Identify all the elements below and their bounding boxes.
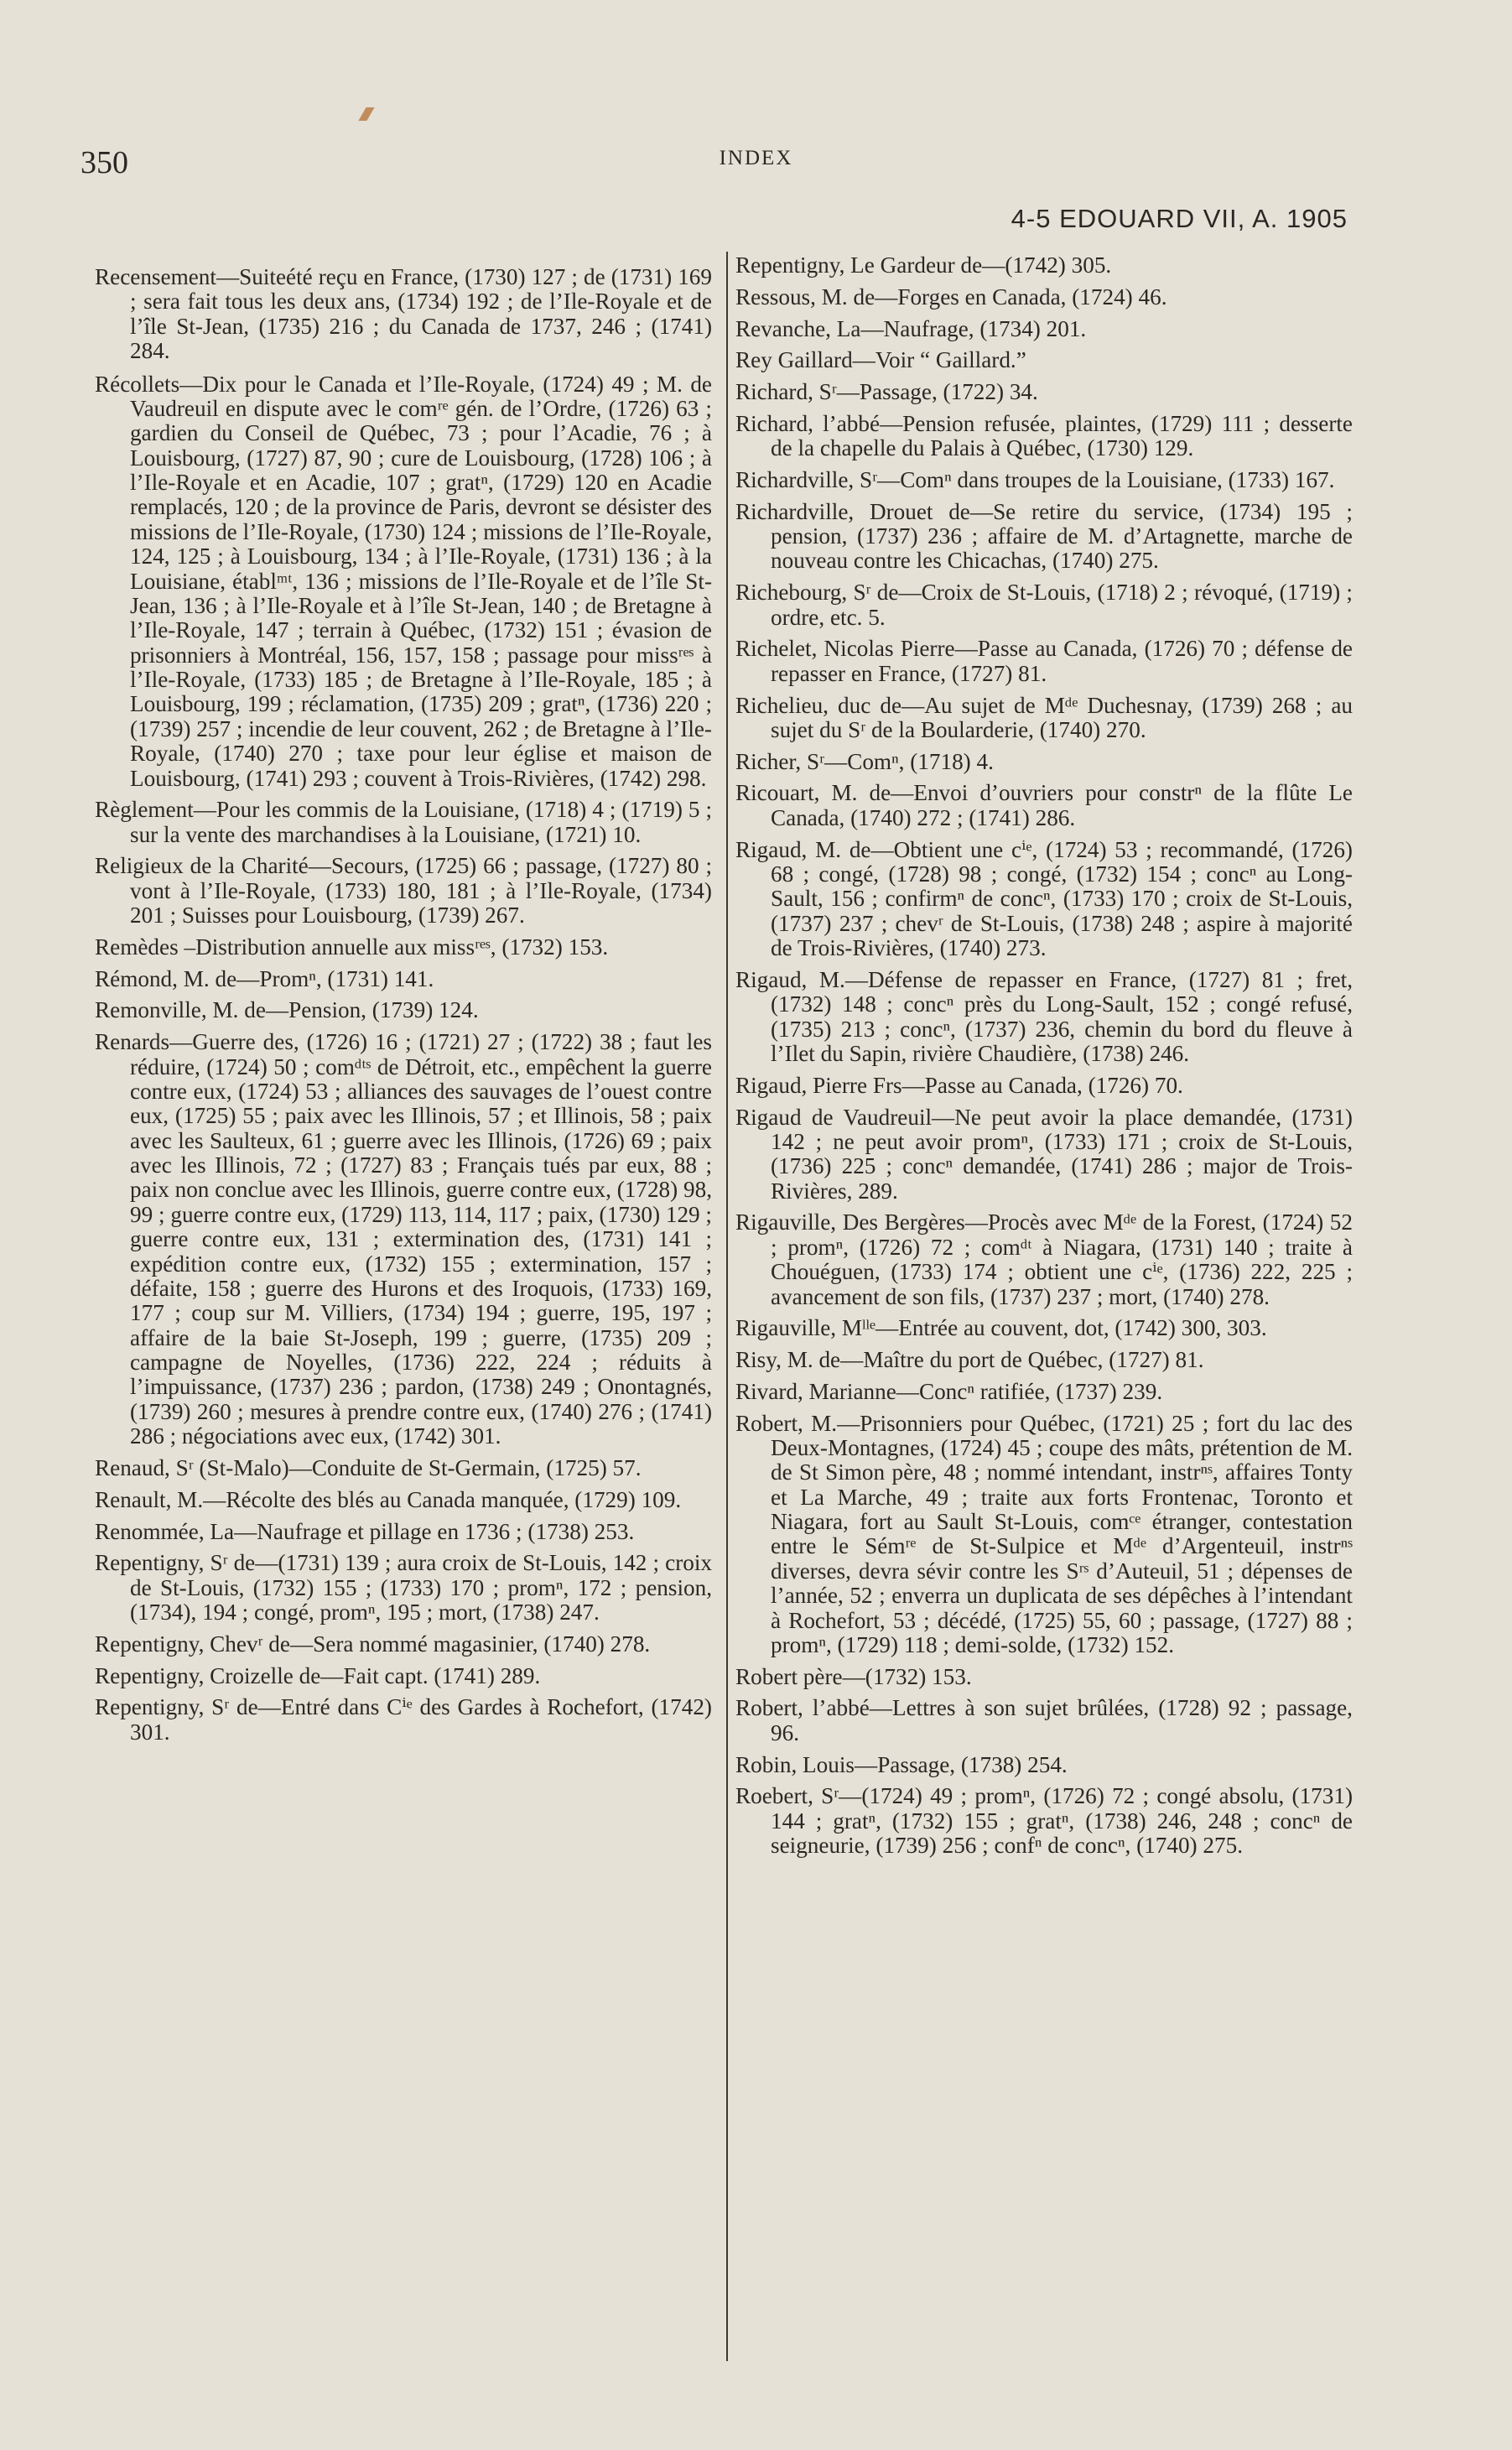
index-entry xyxy=(735,781,1353,830)
entry-head: Recensement—Suite xyxy=(95,264,287,289)
right-column xyxy=(735,253,1353,1865)
entry-text: —Passage, (1738) 254. xyxy=(855,1751,1068,1777)
entry-head: Repentigny, Sʳ de xyxy=(95,1694,258,1720)
entry-head: Rémond, M. de xyxy=(95,965,237,991)
entry-head: Repentigny, Le Gardeur de xyxy=(735,252,983,278)
entry-head: Robert père xyxy=(735,1663,843,1689)
entry-text: —Procès avec Mᵈᵉ de la Forest, (1724) 52 ; promⁿ, (1726) 72 ; comᵈᵗ à Niagara, (1731) 140 ; traite à Chouéguen, (1733) 174 ; obtient une cⁱᵉ, (1736) 222, 225 ; avancement de son fils, (1737) 237 ; mort, (1740) 278. xyxy=(771,1209,1353,1309)
entry-text: —Prisonniers pour Québec, (1721) 25 ; fort du lac des Deux-Montagnes, (1724) 45 ; coupe des mâts, prétention de M. de St Simon père, 48 ; nommé intendant, instrⁿˢ, affaires Tonty et La Marche, 49 ; traite aux forts Frontenac, Toronto et Niagara, fort au Sault St-Louis, comᶜᵉ étranger, contestation entre le Sémʳᵉ de St-Sulpice et Mᵈᵉ d’Argenteuil, instrⁿˢ diverses, devra sévir contre les Sʳˢ d’Auteuil, 51 ; dépenses de l’année, 52 ; enverra un duplicata de ses dépêches à l’intendant à Rochefort, 53 ; décédé, (1725) 55, 60 ; passage, (1727) 88 ; promⁿ, (1729) 118 ; demi-solde, (1732) 152. xyxy=(771,1410,1353,1657)
entry-text: —Entrée au couvent, dot, (1742) 300, 303. xyxy=(876,1315,1267,1341)
index-entry xyxy=(95,998,712,1022)
entry-text: —Promⁿ, (1731) 141. xyxy=(236,965,434,991)
entry-text: —Au sujet de Mᵈᵉ Duchesnay, (1739) 268 ; au sujet du Sʳ de la Boularderie, (1740) 270. xyxy=(771,692,1353,742)
entry-text: —Passe au Canada, (1726) 70. xyxy=(901,1072,1183,1098)
index-entry xyxy=(735,500,1353,574)
entry-head: Renards xyxy=(95,1029,170,1055)
entry-head: Rigaud, Pierre Frs xyxy=(735,1072,902,1098)
entry-head: Rivard, Marianne xyxy=(735,1378,896,1404)
entry-text: —Passe au Canada, (1726) 70 ; défense de repasser en France, (1727) 81. xyxy=(771,636,1353,686)
entry-head: Richard, Sʳ xyxy=(735,379,837,405)
entry-head: Richelieu, duc de xyxy=(735,692,902,718)
entry-text: —Pour les commis de la Louisiane, (1718) 4 ; (1719) 5 ; sur la vente des marchandises à la Louisiane, (1721) 10. xyxy=(130,797,712,847)
entry-head: Religieux de la Charité xyxy=(95,853,309,879)
entry-head: Rigauville, Mˡˡᵉ xyxy=(735,1315,876,1341)
index-entry xyxy=(735,750,1353,774)
entry-text: —(1724) 49 ; promⁿ, (1726) 72 ; congé absolu, (1731) 144 ; gratⁿ, (1732) 155 ; gratⁿ, (1738) 246, 248 ; concⁿ de seigneurie, (1739) 256 ; confⁿ de concⁿ, (1740) 275. xyxy=(771,1783,1354,1859)
entry-head: Robert, l’abbé xyxy=(735,1695,870,1721)
entry-head: Risy, M. de xyxy=(735,1347,841,1373)
entry-text: —Comⁿ dans troupes de la Louisiane, (1733) 167. xyxy=(877,466,1335,492)
entry-head: Richebourg, Sʳ de xyxy=(735,580,899,606)
entry-text: —(1742) 305. xyxy=(982,252,1112,278)
entry-text: —Ne peut avoir la place demandée, (1731) 142 ; ne peut avoir promⁿ, (1733) 171 ; croix de St-Louis, (1736) 225 ; concⁿ demandée, (1741) 286 ; major de Trois-Rivières, 289. xyxy=(771,1104,1353,1204)
index-entry xyxy=(735,580,1353,630)
index-entry xyxy=(735,1210,1353,1309)
entry-head: Richardville, Sʳ xyxy=(735,466,878,492)
entry-head: Richelet, Nicolas Pierre xyxy=(735,636,955,662)
entry-head: Richardville, Drouet de xyxy=(735,498,970,524)
index-entry xyxy=(735,637,1353,686)
index-entry xyxy=(95,1456,712,1480)
entry-text: —Forges en Canada, (1724) 46. xyxy=(875,283,1167,310)
entry-text: —Pension, (1739) 124. xyxy=(265,997,479,1023)
entry-text: —Dix pour le Canada et l’Ile-Royale, (1724) 49 ; M. de Vaudreuil en dispute avec le comʳᵉ gén. de l’Ordre, (1726) 63 ; gardien du Conseil de Québec, 73 ; pour l’Acadie, 76 ; à Louisbourg, (1727) 87, 90 ; cure de Louisbourg, (1728) 106 ; à l’Ile-Royale et en Acadie, 107 ; gratⁿ, (1729) 120 en Acadie remplacés, 120 ; de la province de Paris, devront se désister des missions de l’Ile-Royale, (1730) 124 ; missions de l’Ile-Royale, 124, 125 ; à Louisbourg, 134 ; à l’Ile-Royale, (1731) 136 ; à la Louisiane, établᵐᵗ, 136 ; missions de l’Ile-Royale et de l’île St-Jean, 136 ; à l’Ile-Royale et à l’île St-Jean, 140 ; de Bretagne à l’Ile-Royale, 147 ; terrain à Québec, (1732) 151 ; évasion de prisonniers à Montréal, 156, 157, 158 ; passage pour missʳᵉˢ à l’Ile-Royale, (1733) 185 ; de Bretagne à l’Ile-Royale, 185 ; à Louisbourg, 199 ; réclamation, (1735) 209 ; gratⁿ, (1736) 220 ; (1739) 257 ; incendie de leur couvent, 262 ; de Bretagne à l’Ile-Royale, (1740) 270 ; taxe pour leur église et maison de Louisbourg, (1741) 293 ; couvent à Trois-Rivières, (1742) 298. xyxy=(130,371,712,791)
column-divider xyxy=(726,252,728,2361)
entry-text: —(1732) 153. xyxy=(842,1663,972,1689)
index-entry xyxy=(735,348,1353,372)
index-entry xyxy=(95,265,712,364)
session-heading: 4-5 EDOUARD VII, A. 1905 xyxy=(1011,204,1348,233)
index-entry xyxy=(735,253,1353,278)
entry-head: Renaud, Sʳ (St-Malo) xyxy=(95,1454,289,1480)
index-entry xyxy=(735,1696,1353,1745)
entry-head: Renommée, La xyxy=(95,1518,235,1544)
entry-head: Repentigny, Sʳ de xyxy=(95,1550,256,1576)
entry-text: —Guerre des, (1726) 16 ; (1721) 27 ; (1722) 38 ; faut les réduire, (1724) 50 ; comᵈᵗˢ de Détroit, etc., empêchent la guerre contre eux, (1724) 53 ; alliances des sauvages de l’ouest contre eux, (1725) 55 ; paix avec les Illinois, 57 ; et Illinois, 58 ; paix avec les Saulteux, 61 ; guerre avec les Illinois, (1726) 69 ; paix avec les Illinois, 72 ; (1727) 83 ; Français tués par eux, 88 ; paix non conclue avec les Illinois, guerre contre eux, (1728) 98, 99 ; guerre contre eux, (1729) 113, 114, 117 ; paix, (1730) 129 ; guerre contre eux, 131 ; extermination des, (1731) 141 ; expédition contre eux, (1732) 155 ; extermination, 157 ; défaite, 158 ; guerre des Hurons et des Iroquois, (1733) 169, 177 ; coup sur M. Villiers, (1734) 194 ; guerre, 195, 197 ; affaire de la baie St-Joseph, 199 ; guerre, (1735) 209 ; campagne de Noyelles, (1736) 222, 224 ; réduits à l’impuissance, (1737) 236 ; pardon, (1738) 249 ; Onontagnés, (1739) 260 ; mesures à prendre contre eux, (1740) 276 ; (1741) 286 ; négociations avec eux, (1742) 301. xyxy=(130,1029,712,1449)
entry-head: Richard, l’abbé xyxy=(735,410,881,436)
entry-head: Rigaud de Vaudreuil xyxy=(735,1104,933,1130)
entry-text: —Croix de St-Louis, (1718) 2 ; révoqué, (1719) ; ordre, etc. 5. xyxy=(771,580,1353,630)
index-entry xyxy=(735,285,1353,310)
entry-head: Rigauville, Des Bergères xyxy=(735,1209,965,1235)
entry-head: Remèdes xyxy=(95,934,179,960)
entry-head: Robert, M. xyxy=(735,1410,838,1436)
entry-text: —Obtient une cⁱᵉ, (1724) 53 ; recommandé, (1726) 68 ; congé, (1728) 98 ; congé, (1732) 154 ; concⁿ au Long-Sault, 156 ; confirmⁿ de concⁿ, (1733) 170 ; croix de St-Louis, (1737) 237 ; chevʳ de St-Louis, (1738) 248 ; aspire à majorité de Trois-Rivières, (1740) 273. xyxy=(771,836,1353,961)
entry-head: Règlement xyxy=(95,797,194,823)
entry-text: —Voir “ Gaillard.” xyxy=(852,347,1026,373)
index-entry xyxy=(735,1753,1353,1777)
entry-head: Rey Gaillard xyxy=(735,347,853,373)
entry-text: —Défense de repasser en France, (1727) 81 ; fret, (1732) 148 ; concⁿ près du Long-Sault, 152 ; congé refusé, (1735) 213 ; concⁿ, (1737) 236, chemin du bord du fleuve à l’Ilet du Sapin, rivière Chaudière, (1738) 246. xyxy=(771,966,1353,1066)
entry-text: —Sera nommé magasinier, (1740) 278. xyxy=(289,1631,651,1657)
entry-text: —Fait capt. (1741) 289. xyxy=(320,1662,541,1688)
ink-mark xyxy=(358,107,374,121)
entry-text: —Maître du port de Québec, (1727) 81. xyxy=(840,1347,1204,1373)
index-entry xyxy=(735,1665,1353,1689)
entry-text: —Passage, (1722) 34. xyxy=(836,379,1038,405)
left-column xyxy=(95,265,712,1751)
index-entry xyxy=(95,935,712,960)
index-entry xyxy=(735,1784,1353,1858)
index-entry xyxy=(95,1632,712,1657)
index-entry xyxy=(735,968,1353,1067)
index-entry xyxy=(735,1316,1353,1340)
entry-text: —Secours, (1725) 66 ; passage, (1727) 80 ; vont à l’Ile-Royale, (1733) 180, 181 ; à l’Ile-Royale, (1734) 201 ; Suisses pour Louisbourg, (1739) 267. xyxy=(130,853,713,929)
index-entry xyxy=(95,1030,712,1449)
entry-head: Richer, Sʳ xyxy=(735,748,825,774)
index-entry xyxy=(735,1348,1353,1372)
index-entry xyxy=(95,372,712,791)
entry-head: Rigaud, M. de xyxy=(735,836,871,862)
entry-head: Robin, Louis xyxy=(735,1751,855,1777)
entry-text: été reçu en France, (1730) 127 ; de (1731) 169 ; sera fait tous les deux ans, (1734) 192 ; de l’Ile-Royale et de l’île St-Jean, (1735) 216 ; du Canada de 1737, 246 ; (1741) 284. xyxy=(130,264,712,364)
index-entry xyxy=(95,1695,712,1745)
entry-head: Repentigny, Chevʳ de xyxy=(95,1631,290,1657)
running-head: INDEX xyxy=(719,147,793,169)
entry-head: Ressous, M. de xyxy=(735,283,876,310)
entry-text: —Lettres à son sujet brûlées, (1728) 92 ; passage, 96. xyxy=(771,1695,1353,1745)
index-entry xyxy=(735,1380,1353,1404)
entry-text: —Naufrage, (1734) 201. xyxy=(860,315,1087,341)
entry-text: —Naufrage et pillage en 1736 ; (1738) 253. xyxy=(234,1518,635,1544)
entry-head: Ricouart, M. de xyxy=(735,780,891,806)
index-entry xyxy=(735,412,1353,461)
entry-text: —Se retire du service, (1734) 195 ; pension, (1737) 236 ; affaire de M. d’Artagnette, marche de nouveau contre les Chicachas, (1740) 275. xyxy=(771,498,1353,574)
entry-text: —Concⁿ ratifiée, (1737) 239. xyxy=(896,1378,1163,1404)
index-entry xyxy=(735,694,1353,743)
page-number: 350 xyxy=(81,145,128,180)
index-entry xyxy=(735,1074,1353,1098)
entry-head: Roebert, Sʳ xyxy=(735,1783,839,1809)
entry-text: –Distribution annuelle aux missʳᵉˢ, (1732) 153. xyxy=(178,934,609,960)
index-entry xyxy=(95,1551,712,1625)
entry-head: Remonville, M. de xyxy=(95,997,266,1023)
entry-head: Rigaud, M. xyxy=(735,966,845,992)
entry-text: —Comⁿ, (1718) 4. xyxy=(824,748,994,774)
index-entry xyxy=(735,468,1353,492)
entry-text: —Conduite de St-Germain, (1725) 57. xyxy=(288,1454,642,1480)
index-entry xyxy=(735,838,1353,961)
index-entry xyxy=(735,380,1353,404)
entry-head: Renault, M. xyxy=(95,1486,204,1512)
index-entry xyxy=(735,317,1353,341)
index-entry xyxy=(95,854,712,928)
index-entry xyxy=(95,798,712,847)
entry-text: —Pension refusée, plaintes, (1729) 111 ; desserte de la chapelle du Palais à Québec, (1730) 129. xyxy=(771,410,1353,461)
entry-text: —Entré dans Cⁱᵉ des Gardes à Rochefort, (1742) 301. xyxy=(130,1694,712,1745)
index-entry xyxy=(95,967,712,991)
entry-text: —(1731) 139 ; aura croix de St-Louis, 142 ; croix de St-Louis, (1732) 155 ; (1733) 170 ; promⁿ, 172 ; pension, (1734), 194 ; congé, promⁿ, 195 ; mort, (1738) 247. xyxy=(130,1550,712,1626)
index-entry xyxy=(95,1488,712,1512)
entry-text: —Envoi d’ouvriers pour constrⁿ de la flûte Le Canada, (1740) 272 ; (1741) 286. xyxy=(771,780,1354,830)
index-entry xyxy=(95,1520,712,1544)
index-entry xyxy=(735,1412,1353,1658)
entry-head: Repentigny, Croizelle de xyxy=(95,1662,321,1688)
entry-head: Revanche, La xyxy=(735,315,861,341)
entry-text: —Récolte des blés au Canada manquée, (1729) 109. xyxy=(203,1486,682,1512)
index-entry xyxy=(95,1664,712,1688)
entry-head: Récollets xyxy=(95,371,180,397)
index-entry xyxy=(735,1105,1353,1204)
